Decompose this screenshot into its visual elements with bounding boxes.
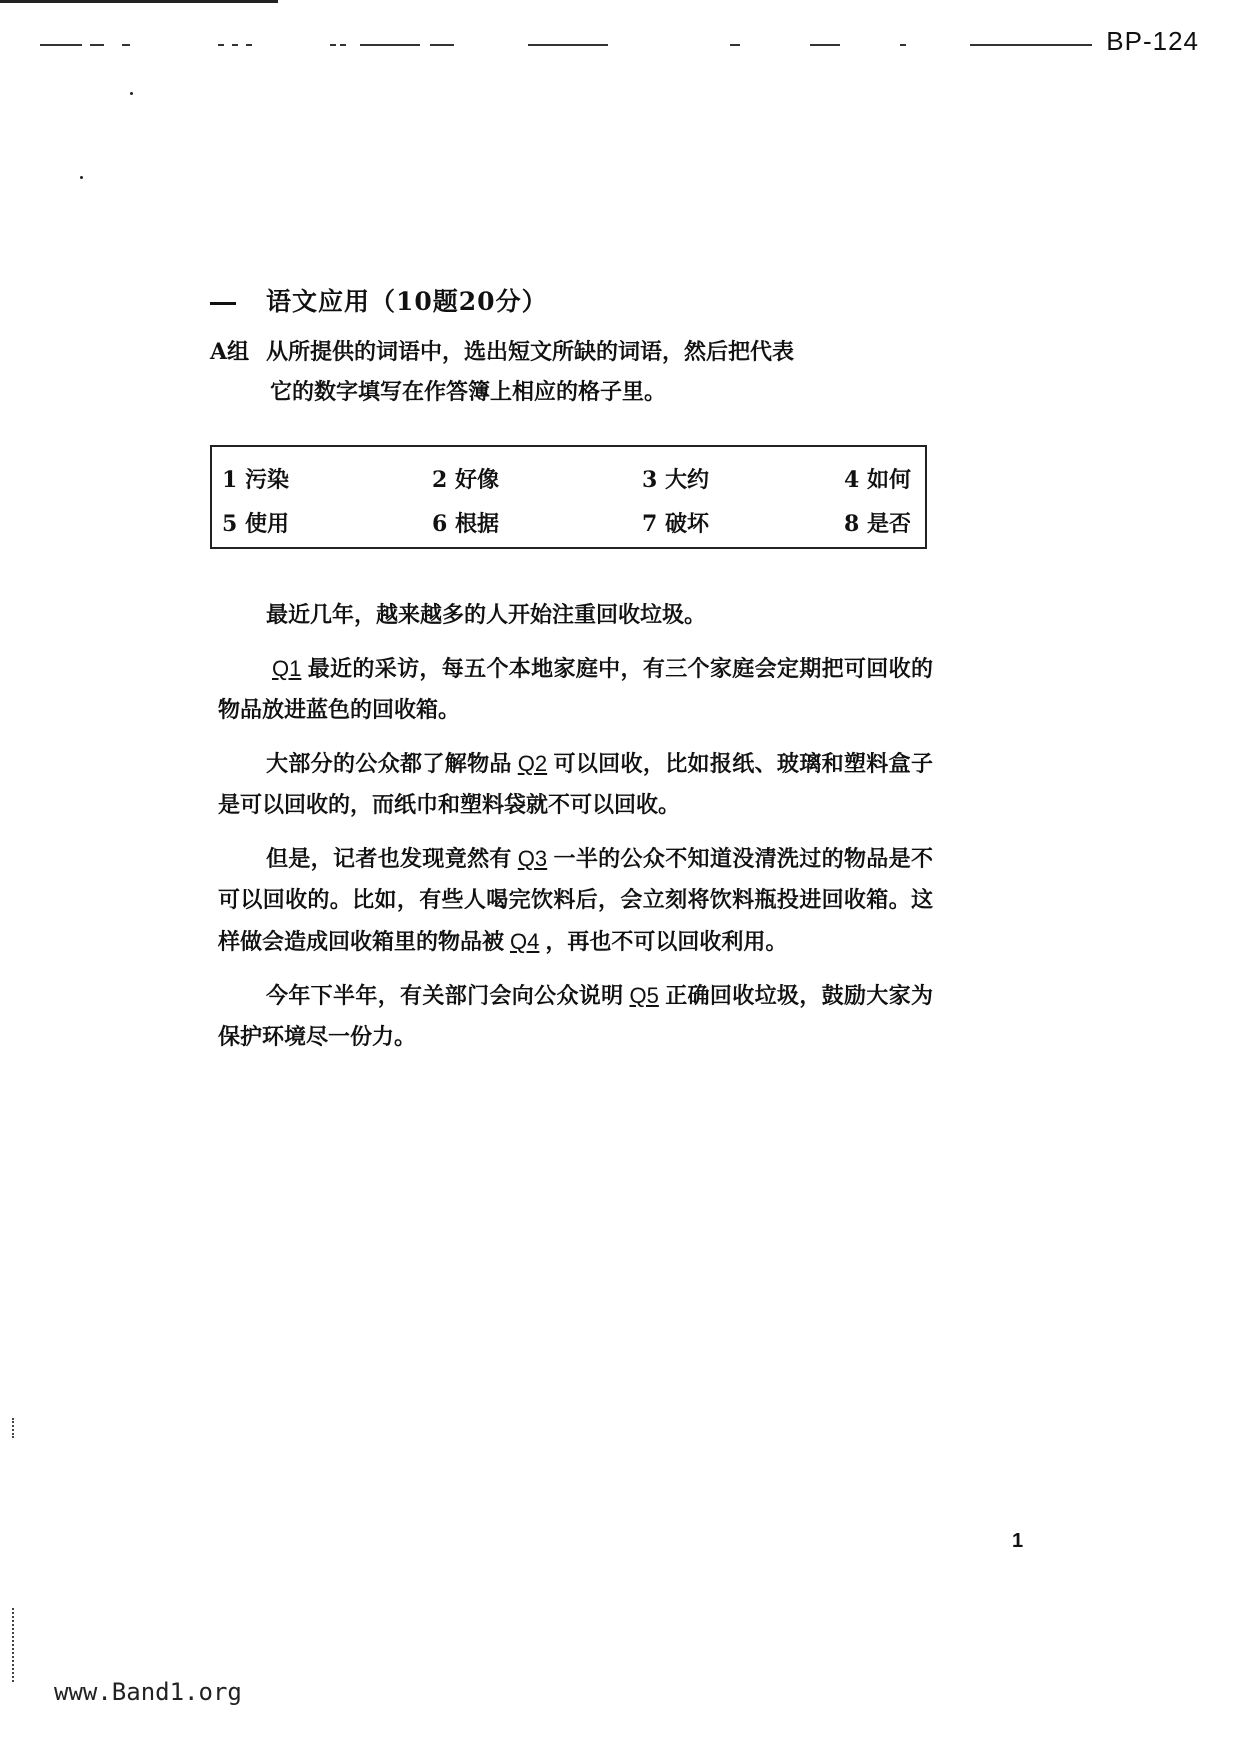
paragraph-5 (218, 975, 933, 1058)
title-dash (210, 302, 236, 305)
word-option: 3 大约 (642, 467, 709, 493)
instructions-line-1 (210, 332, 930, 372)
instructions-line-2: 它的数字填写在作答簿上相应的格子里。 (270, 379, 667, 405)
word-option: 8 是否 (844, 511, 911, 537)
section-title-text: 语文应用（10题20分） (266, 287, 548, 316)
top-edge-line (0, 0, 278, 3)
word-option: 4 如何 (844, 467, 911, 493)
paragraph-3-post: 可以回收，比如报纸、玻璃和塑料盒子是可以回收的，而纸巾和塑料袋就不可以回收。 (218, 751, 933, 818)
word-option: 7 破坏 (642, 511, 709, 537)
paragraph-5-post: 正确回收垃圾，鼓励大家为保护环境尽一份力。 (218, 983, 933, 1050)
blank-q4: Q4 (510, 929, 540, 954)
word-option: 2 好像 (432, 467, 499, 493)
paragraph-3-pre: 大部分的公众都了解物品 (266, 751, 512, 777)
page-number: 1 (1012, 1530, 1024, 1552)
document-code: BP-124 (1106, 26, 1199, 56)
paragraph-4-post: ，再也不可以回收利用。 (545, 929, 788, 955)
word-row (222, 463, 911, 503)
blank-q3: Q3 (517, 846, 548, 871)
blank-q2: Q2 (517, 751, 548, 776)
blank-q1: Q1 (272, 656, 302, 681)
paragraph-4-pre: 但是，记者也发现竟然有 (266, 846, 512, 872)
paragraph-4-mid: 一半的公众不知道没清洗过的物品是不可以回收的。比如，有些人喝完饮料后，会立刻将饮料瓶投进回收箱。这样做会造成回收箱里的物品被 (218, 846, 933, 955)
paragraph-4 (218, 838, 933, 963)
paragraph-5-pre: 今年下半年，有关部门会向公众说明 (266, 983, 624, 1009)
group-label: A组 (210, 339, 250, 365)
blank-q5: Q5 (629, 983, 659, 1008)
paragraph-2 (218, 648, 933, 731)
instructions (210, 332, 930, 412)
paragraph-3 (218, 743, 933, 826)
word-option: 6 根据 (432, 511, 499, 537)
section-title (210, 282, 548, 318)
scan-dash-row (40, 44, 1090, 48)
word-options-box (210, 445, 927, 549)
word-option: 5 使用 (222, 511, 289, 537)
word-row (222, 507, 911, 547)
paragraph-1: 最近几年，越来越多的人开始注重回收垃圾。 (266, 602, 707, 628)
footer-site: www.Band1.org (54, 1678, 242, 1706)
scan-margin-dots (12, 1418, 16, 1438)
scan-speck (80, 176, 83, 179)
word-option: 1 污染 (222, 467, 289, 493)
passage (218, 595, 933, 1070)
scan-margin-dots (12, 1608, 16, 1682)
scan-speck (130, 92, 133, 95)
instructions-text-1: 从所提供的词语中，选出短文所缺的词语，然后把代表 (266, 339, 795, 365)
paragraph-2-text: 最近的采访，每五个本地家庭中，有三个家庭会定期把可回收的物品放进蓝色的回收箱。 (218, 656, 933, 723)
